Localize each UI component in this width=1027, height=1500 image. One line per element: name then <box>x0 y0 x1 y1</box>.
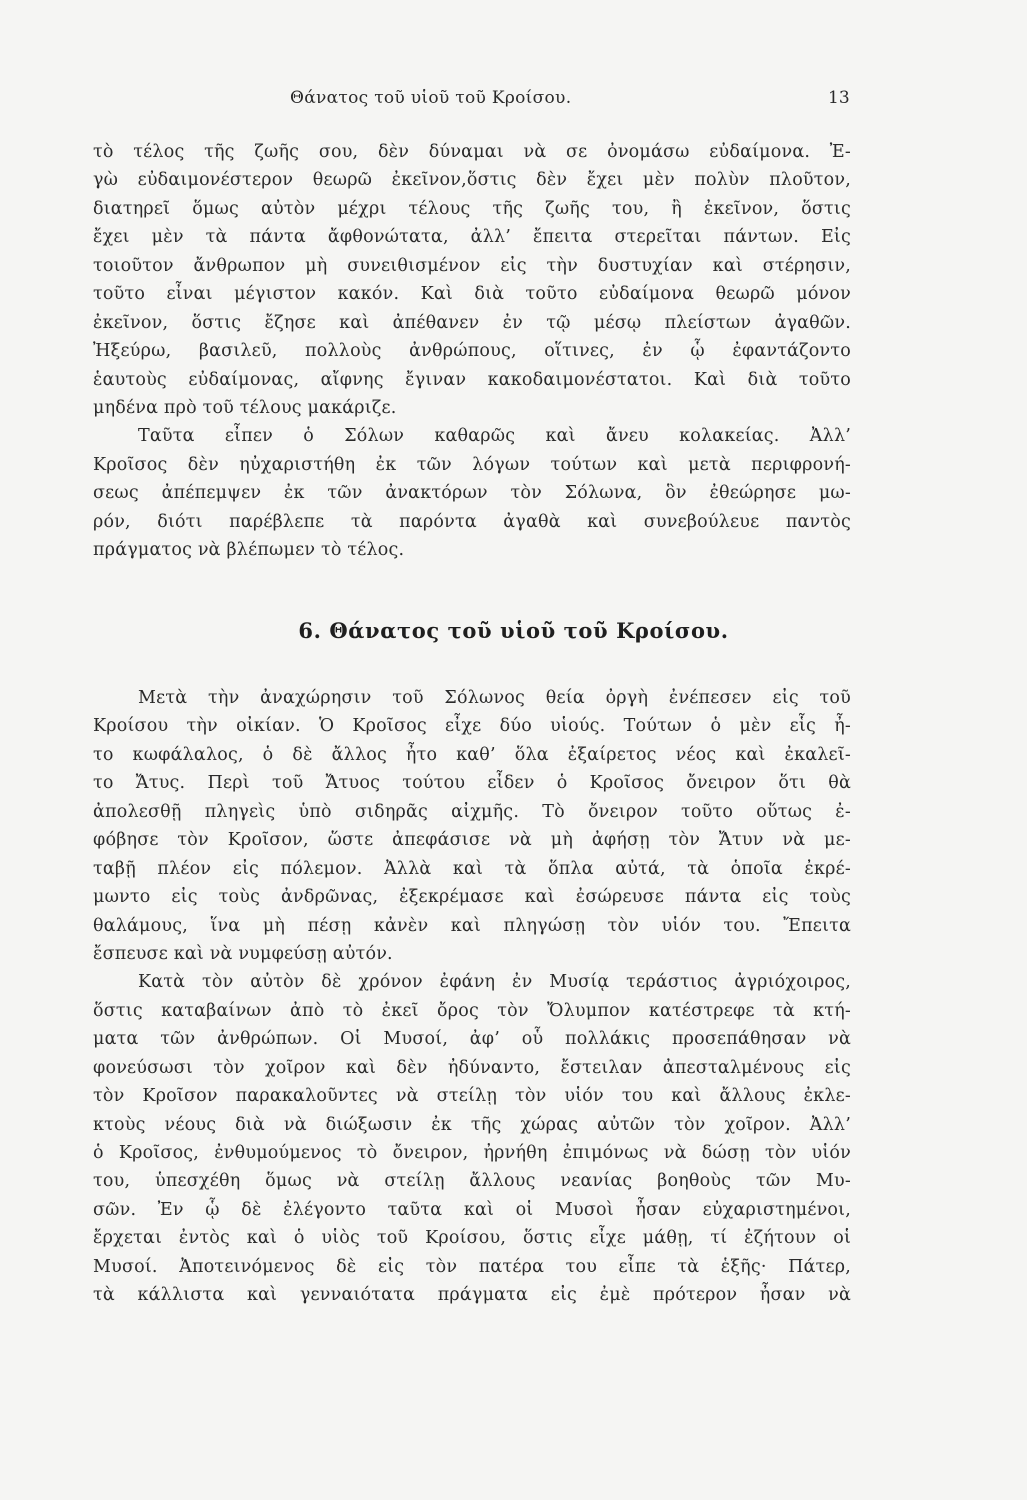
section-heading: 6. Θάνατος τοῦ υἱοῦ τοῦ Κροίσου. <box>298 618 729 643</box>
text-line: κτοὺς νέους διὰ νὰ διώξωσιν ἐκ τῆς χώρας αὐτῶν τὸν χοῖρον. Ἀλλ’ <box>93 1114 851 1135</box>
text-block-bottom <box>93 684 851 1310</box>
text-line: του, ὑπεσχέθη ὅμως νὰ στείλῃ ἄλλους νεανίας βοηθοὺς τῶν Μυ- <box>93 1171 851 1192</box>
text-line: γὼ εὐδαιμονέστερον θεωρῶ ἐκεῖνον,ὅστις δὲν ἔχει μὲν πολὺν πλοῦτον, <box>93 170 851 191</box>
text-line: τοιοῦτον ἄνθρωπον μὴ συνειθισμένον εἰς τὴν δυστυχίαν καὶ στέρησιν, <box>93 255 851 276</box>
running-head <box>0 88 1027 112</box>
page-number: 13 <box>828 88 850 108</box>
text-line: ὁ Κροῖσος, ἐνθυμούμενος τὸ ὄνειρον, ἠρνήθη ἐπιμόνως νὰ δώσῃ τὸν υἱόν <box>93 1143 851 1163</box>
text-line: Μετὰ τὴν ἀναχώρησιν τοῦ Σόλωνος θεία ὀργὴ ἐνέπεσεν εἰς τοῦ <box>138 688 851 708</box>
text-line: σῶν. Ἐν ᾧ δὲ ἐλέγοντο ταῦτα καὶ οἱ Μυσοὶ ἦσαν εὐχαριστημένοι, <box>93 1199 851 1220</box>
text-line: ἔσπευσε καὶ νὰ νυμφεύσῃ αὐτόν. <box>93 943 393 964</box>
text-line: το κωφάλαλος, ὁ δὲ ἄλλος ἦτο καθ’ ὅλα ἐξαίρετος νέος καὶ ἐκαλεῖ- <box>93 744 851 765</box>
text-line: ταβῇ πλέον εἰς πόλεμον. Ἀλλὰ καὶ τὰ ὅπλα αὐτά, τὰ ὁποῖα ἐκρέ- <box>93 858 851 879</box>
text-block-top <box>93 138 851 565</box>
text-line: ἐκεῖνον, ὅστις ἔζησε καὶ ἀπέθανεν ἐν τῷ μέσῳ πλείστων ἀγαθῶν. <box>93 312 851 333</box>
text-line: σεως ἀπέπεμψεν ἐκ τῶν ἀνακτόρων τὸν Σόλωνα, ὃν ἐθεώρησε μω- <box>93 483 851 504</box>
text-line: θαλάμους, ἵνα μὴ πέσῃ κἀνὲν καὶ πληγώσῃ τὸν υἱόν του. Ἔπειτα <box>93 915 851 936</box>
text-line: πράγματος νὰ βλέπωμεν τὸ τέλος. <box>93 540 405 561</box>
text-line: ἀπολεσθῇ πληγεὶς ὑπὸ σιδηρᾶς αἰχμῆς. Τὸ ὄνειρον τοῦτο οὕτως ἐ- <box>93 801 851 822</box>
text-line: φονεύσωσι τὸν χοῖρον καὶ δὲν ἠδύναντο, ἔστειλαν ἀπεσταλμένους εἰς <box>93 1057 851 1078</box>
text-line: ἔχει μὲν τὰ πάντα ἄφθονώτατα, ἀλλ’ ἔπειτα στερεῖται πάντων. Εἰς <box>93 227 851 248</box>
text-line: τὰ κάλλιστα καὶ γενναιότατα πράγματα εἰς ἐμὲ πρότερον ἦσαν νὰ <box>93 1285 851 1306</box>
text-line: Ταῦτα εἶπεν ὁ Σόλων καθαρῶς καὶ ἄνευ κολακείας. Ἀλλ’ <box>138 426 851 447</box>
text-line: ὅστις καταβαίνων ἀπὸ τὸ ἐκεῖ ὄρος τὸν Ὄλυμπον κατέστρεφε τὰ κτή- <box>93 1000 851 1021</box>
text-line: ἑαυτοὺς εὐδαίμονας, αἴφνης ἔγιναν κακοδαιμονέστατοι. Καὶ διὰ τοῦτο <box>93 369 851 390</box>
text-line: το Ἄτυς. Περὶ τοῦ Ἄτυος τούτου εἶδεν ὁ Κροῖσος ὄνειρον ὅτι θὰ <box>93 773 851 794</box>
running-title: Θάνατος τοῦ υἱοῦ τοῦ Κροίσου. <box>290 88 572 108</box>
text-line: ματα τῶν ἀνθρώπων. Οἱ Μυσοί, ἀφ’ οὗ πολλάκις προσεπάθησαν νὰ <box>93 1029 851 1050</box>
text-line: Κροῖσος δὲν ηὐχαριστήθη ἐκ τῶν λόγων τούτων καὶ μετὰ περιφρονή- <box>93 454 851 475</box>
text-line: μηδένα πρὸ τοῦ τέλους μακάριζε. <box>93 397 397 418</box>
text-line: μωντο εἰς τοὺς ἀνδρῶνας, ἐξεκρέμασε καὶ ἐσώρευσε πάντα εἰς τοὺς <box>93 887 851 908</box>
text-line: ἔρχεται ἐντὸς καὶ ὁ υἱὸς τοῦ Κροίσου, ὅστις εἶχε μάθῃ, τί ἐζήτουν οἱ <box>93 1228 851 1249</box>
text-line: τὸ τέλος τῆς ζωῆς σου, δὲν δύναμαι νὰ σε ὀνομάσω εὐδαίμονα. Ἐ- <box>93 142 851 162</box>
text-line: ρόν, διότι παρέβλεπε τὰ παρόντα ἀγαθὰ καὶ συνεβούλευε παντὸς <box>93 511 851 532</box>
text-line: τοῦτο εἶναι μέγιστον κακόν. Καὶ διὰ τοῦτο εὐδαίμονα θεωρῶ μόνον <box>93 284 851 305</box>
text-line: διατηρεῖ ὅμως αὐτὸν μέχρι τέλους τῆς ζωῆς του, ἢ ἐκεῖνον, ὅστις <box>93 198 851 219</box>
text-line: Κροίσου τὴν οἰκίαν. Ὁ Κροῖσος εἶχε δύο υἱούς. Τούτων ὁ μὲν εἷς ἦ- <box>93 716 851 737</box>
text-line: Κατὰ τὸν αὐτὸν δὲ χρόνον ἐφάνη ἐν Μυσίᾳ τεράστιος ἀγριόχοιρος, <box>138 972 851 993</box>
text-line: Μυσοί. Ἀποτεινόμενος δὲ εἰς τὸν πατέρα του εἶπε τὰ ἑξῆς· Πάτερ, <box>93 1256 851 1277</box>
text-line: φόβησε τὸν Κροῖσον, ὥστε ἀπεφάσισε νὰ μὴ ἀφήσῃ τὸν Ἄτυν νὰ με- <box>93 830 851 851</box>
text-line: τὸν Κροῖσον παρακαλοῦντες νὰ στείλῃ τὸν υἱόν του καὶ ἄλλους ἐκλε- <box>93 1086 851 1107</box>
text-line: Ἠξεύρω, βασιλεῦ, πολλοὺς ἀνθρώπους, οἵτινες, ἐν ᾧ ἐφαντάζοντο <box>93 341 851 362</box>
